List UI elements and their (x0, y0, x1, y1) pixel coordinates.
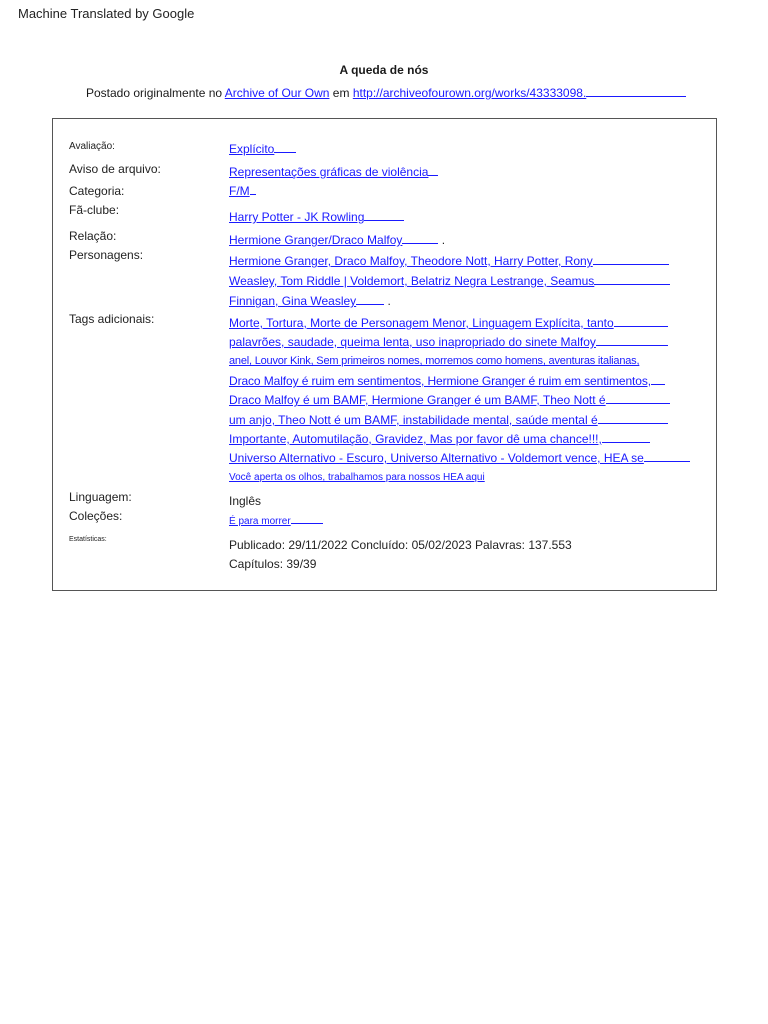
tag-line (229, 413, 668, 427)
fandom-value (229, 210, 404, 224)
collection-link[interactable]: É para morrer (229, 516, 291, 527)
tag-line (229, 374, 665, 388)
relationship-label: Relação: (69, 229, 117, 243)
warning-link[interactable]: Representações gráficas de violência (229, 165, 429, 179)
rating-label: Avaliação: (69, 141, 115, 152)
work-metadata-box (52, 118, 717, 591)
character-link[interactable]: Hermione Granger, Draco Malfoy, Theodore Nott, Harry Potter, Rony (229, 254, 593, 268)
posted-prefix: Postado originalmente no (86, 86, 225, 100)
tag-link[interactable]: um anjo, Theo Nott é um BAMF, instabilidade mental, saúde mental é (229, 413, 598, 427)
work-url-link[interactable]: http://archiveofourown.org/works/43333098. (352, 86, 587, 100)
tag-link[interactable]: Universo Alternativo - Escuro, Universo Alternativo - Voldemort vence, HEA se (229, 451, 644, 465)
tag-link[interactable]: anel, Louvor Kink, Sem primeiros nomes, morremos como homens, aventuras italianas, (229, 355, 640, 367)
characters-line (229, 274, 670, 288)
tag-line (229, 432, 650, 446)
relationship-value: Hermione Granger/Draco Malfoy . (229, 233, 446, 247)
tag-link[interactable]: Draco Malfoy é um BAMF, Hermione Granger é um BAMF, Theo Nott é (229, 393, 606, 407)
warning-label: Aviso de arquivo: (69, 162, 161, 176)
stats-line-1: Publicado: 29/11/2022 Concluído: 05/02/2023 Palavras: 137.553 (229, 538, 572, 552)
work-title: A queda de nós (339, 63, 429, 77)
collections-label: Coleções: (69, 509, 123, 523)
collections-value (229, 513, 323, 527)
link-underline-trail (586, 86, 686, 97)
tags-label: Tags adicionais: (69, 312, 155, 326)
stats-label: Estatísticas: (69, 536, 107, 543)
tag-line (229, 316, 668, 330)
character-link[interactable]: Finnigan, Gina Weasley (229, 294, 357, 308)
tag-link[interactable]: Você aperta os olhos, trabalhamos para nossos HEA aqui (229, 472, 485, 483)
tag-line (229, 393, 670, 407)
category-link[interactable]: F/M (229, 184, 250, 198)
tag-line (229, 451, 690, 465)
characters-label: Personagens: (69, 248, 144, 262)
characters-line (229, 254, 669, 268)
archive-link[interactable]: Archive of Our Own (224, 86, 330, 100)
category-label: Categoria: (69, 184, 125, 198)
machine-translation-banner: Machine Translated by Google (18, 6, 195, 21)
fandom-label: Fã-clube: (69, 203, 120, 217)
tag-link[interactable]: Importante, Automutilação, Gravidez, Mas por favor dê uma chance!!!, (229, 432, 602, 446)
characters-line: Finnigan, Gina Weasley . (229, 294, 391, 308)
category-value (229, 184, 256, 198)
language-label: Linguagem: (69, 490, 132, 504)
tag-link[interactable]: palavrões, saudade, queima lenta, uso inapropriado do sinete Malfoy (229, 335, 596, 349)
rating-link[interactable]: Explícito (229, 142, 275, 156)
tag-line (229, 472, 485, 483)
fandom-link[interactable]: Harry Potter - JK Rowling (229, 210, 365, 224)
tag-line (229, 355, 639, 367)
language-value: Inglês (229, 494, 262, 508)
character-link[interactable]: Weasley, Tom Riddle | Voldemort, Belatriz Negra Lestrange, Seamus (229, 274, 595, 288)
posted-line (86, 86, 686, 100)
relationship-link[interactable]: Hermione Granger/Draco Malfoy (229, 233, 403, 247)
tag-link[interactable]: Draco Malfoy é ruim em sentimentos, Hermione Granger é ruim em sentimentos, (229, 374, 651, 388)
warning-value (229, 165, 438, 179)
stats-line-2: Capítulos: 39/39 (229, 557, 317, 571)
rating-value (229, 142, 296, 156)
tag-link[interactable]: Morte, Tortura, Morte de Personagem Menor, Linguagem Explícita, tanto (229, 316, 614, 330)
posted-middle: em (329, 86, 353, 100)
tag-line (229, 335, 668, 349)
